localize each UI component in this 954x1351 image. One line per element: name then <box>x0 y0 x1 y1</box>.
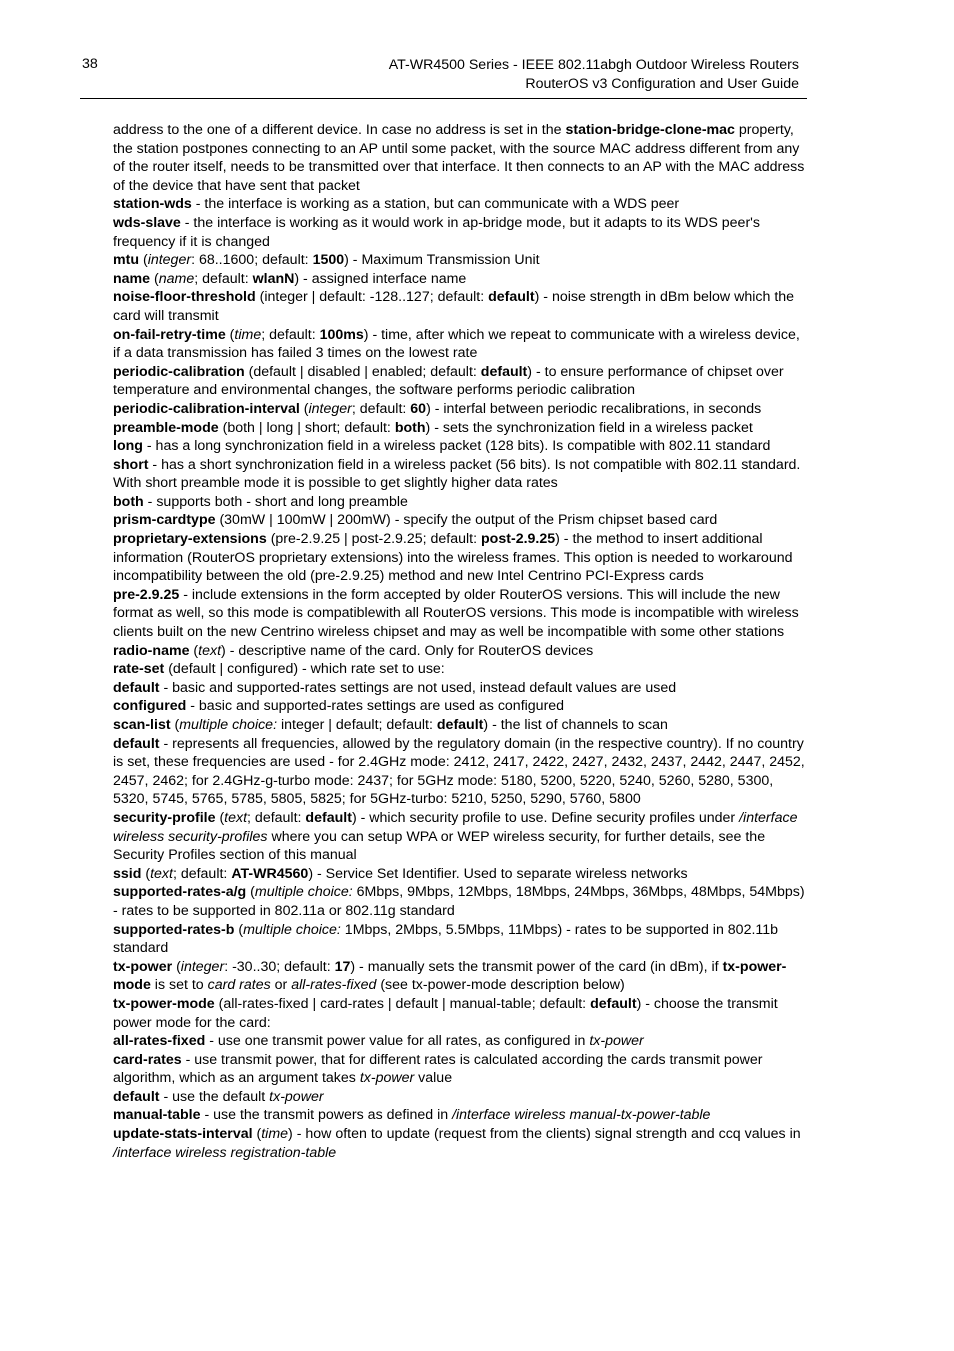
text-run: ; default: <box>172 865 232 882</box>
italic-term: multiple choice: <box>243 921 341 938</box>
italic-term: tx-power <box>269 1088 324 1105</box>
text-run: ( <box>215 809 225 826</box>
parameter-paragraph <box>113 121 807 195</box>
italic-term: tx-power <box>589 1033 644 1050</box>
document-title <box>389 56 799 94</box>
bold-term: mtu <box>113 252 140 269</box>
parameter-paragraph <box>113 400 807 419</box>
text-run: or <box>270 977 292 994</box>
text-run: ) - assigned interface name <box>294 270 467 287</box>
bold-term: tx-power <box>113 958 173 975</box>
parameter-paragraph <box>113 716 807 735</box>
bold-term: both <box>113 493 144 510</box>
bold-term: post-2.9.25 <box>481 531 556 548</box>
italic-term: text <box>224 809 248 826</box>
text-run: is set to <box>150 977 208 994</box>
text-run: ) - manually sets the transmit power of the card (in dBm), if <box>350 958 723 975</box>
parameter-paragraph <box>113 921 807 958</box>
text-run: - basic and supported-rates settings are used as configured <box>186 698 565 715</box>
parameter-paragraph <box>113 1051 807 1088</box>
bold-term: name <box>113 270 151 287</box>
text-run: (integer | default: -128..127; default: <box>255 289 489 306</box>
text-run: (pre-2.9.25 | post-2.9.25; default: <box>266 531 482 548</box>
bold-term: default <box>113 1088 160 1105</box>
parameter-paragraph <box>113 660 807 679</box>
bold-term: preamble-mode <box>113 419 219 436</box>
text-run: ( <box>252 1126 262 1143</box>
parameter-paragraph <box>113 419 807 438</box>
text-run: - supports both - short and long preamble <box>143 493 408 510</box>
italic-term: /interface wireless security-profiles <box>113 809 798 845</box>
parameter-paragraph <box>113 1088 807 1107</box>
text-run: ( <box>189 642 199 659</box>
italic-term: /interface wireless registration-table <box>113 1144 337 1161</box>
bold-term: 100ms <box>319 326 364 343</box>
text-run: - use transmit power, that for different rates is calculated according the cards transmit power algorithm, which as an argument takes <box>113 1051 763 1087</box>
bold-term: default <box>305 809 352 826</box>
parameter-paragraph <box>113 697 807 716</box>
bold-term: station-wds <box>113 196 192 213</box>
parameter-paragraph <box>113 437 807 456</box>
text-run: ( <box>172 958 181 975</box>
parameter-paragraph <box>113 1125 807 1162</box>
text-run: ; default: <box>194 270 253 287</box>
document-title-line-2: RouterOS v3 Configuration and User Guide <box>525 76 799 92</box>
bold-term: proprietary-extensions <box>113 531 267 548</box>
bold-term: default <box>113 735 160 752</box>
bold-term: security-profile <box>113 809 216 826</box>
text-run: ) - choose the transmit power mode for the card: <box>113 995 778 1031</box>
parameter-paragraph <box>113 865 807 884</box>
parameter-paragraph <box>113 270 807 289</box>
text-run: property, the station postpones connecting to an AP until some packet, with the source MAC address different from any of the router itself, needs to be transmitted over that interface. It then connects to an AP with the MAC address of the device that have sent that packet <box>113 122 805 194</box>
bold-term: default <box>113 679 160 696</box>
text-run: ) - sets the synchronization field in a wireless packet <box>425 419 753 436</box>
page-number: 38 <box>82 56 98 72</box>
parameter-paragraph <box>113 530 807 586</box>
text-run: (all-rates-fixed | card-rates | default | manual-table; default: <box>214 995 591 1012</box>
page-header <box>80 54 807 99</box>
parameter-paragraph <box>113 1032 807 1051</box>
parameter-paragraph <box>113 214 807 251</box>
parameter-paragraph <box>113 958 807 995</box>
parameter-paragraph <box>113 809 807 865</box>
bold-term: AT-WR4560 <box>231 865 309 882</box>
italic-term: multiple choice: <box>254 884 353 901</box>
parameter-paragraph <box>113 883 807 920</box>
bold-term: radio-name <box>113 642 190 659</box>
text-run: : 68..1600; default: <box>191 252 313 269</box>
text-run: ; default: <box>351 400 411 417</box>
text-run: - has a long synchronization field in a wireless packet (128 bits). Is compatible with 802.11 standard <box>142 438 771 455</box>
bold-term: short <box>113 456 149 473</box>
italic-term: multiple choice: <box>179 717 278 733</box>
parameter-paragraph <box>113 493 807 512</box>
italic-term: card rates <box>207 977 271 994</box>
bold-term: wds-slave <box>113 214 181 231</box>
text-run: integer | default; default: <box>277 717 437 733</box>
italic-term: integer <box>308 400 352 417</box>
bold-term: prism-cardtype <box>113 512 216 529</box>
text-run: - use the transmit powers as defined in <box>200 1107 453 1124</box>
bold-term: all-rates-fixed <box>113 1033 206 1050</box>
text-run: ( <box>234 921 244 938</box>
bold-term: long <box>113 438 143 455</box>
text-run: ; default: <box>247 809 306 826</box>
text-run: 1Mbps, 2Mbps, 5.5Mbps, 11Mbps) - rates to be supported in 802.11b standard <box>113 921 779 957</box>
bold-term: noise-floor-threshold <box>113 289 256 306</box>
bold-term: both <box>394 419 426 436</box>
bold-term: 1500 <box>312 252 345 269</box>
text-run: ) - interfal between periodic recalibrations, in seconds <box>426 400 762 417</box>
text-run: ) - time, after which we repeat to communicate with a wireless device, if a data transmission has failed 3 times on the lowest rate <box>113 326 800 362</box>
text-run: - use the default <box>159 1088 270 1105</box>
parameter-paragraph <box>113 679 807 698</box>
text-run: ) - the method to insert additional information (RouterOS proprietary extensions) into the wireless frames. This option is needed to workaround incompatibility between the old (pre-2.9.25) method and new Intel Centrino PCI-Express cards <box>113 531 793 585</box>
bold-term: default <box>480 363 528 380</box>
bold-term: station-bridge-clone-mac <box>565 122 735 138</box>
text-run: (30mW | 100mW | 200mW) - specify the output of the Prism chipset based card <box>215 512 718 529</box>
bold-term: on-fail-retry-time <box>113 326 226 343</box>
text-run: ; default: <box>261 326 320 343</box>
text-run: value <box>414 1070 453 1087</box>
bold-term: 17 <box>334 958 351 975</box>
italic-term: tx-power <box>359 1070 415 1087</box>
parameter-paragraph <box>113 995 807 1032</box>
text-run: ( <box>170 717 180 733</box>
italic-term: integer <box>147 252 192 269</box>
text-run: ( <box>225 326 235 343</box>
text-run: (see tx-power-mode description below) <box>376 977 625 994</box>
text-run: - the interface is working as it would work in ap-bridge mode, but it adapts to its WDS peer's frequency if it is changed <box>113 214 760 250</box>
text-run: 6Mbps, 9Mbps, 12Mbps, 18Mbps, 24Mbps, 36Mbps, 48Mbps, 54Mbps) - rates to be supported in 802.11a or 802.11g standard <box>113 884 805 919</box>
parameter-paragraph <box>113 288 807 325</box>
bold-term: 60 <box>410 400 427 417</box>
parameter-paragraph <box>113 363 807 400</box>
italic-term: all-rates-fixed <box>291 977 377 994</box>
text-run: ( <box>139 252 148 269</box>
bold-term: pre-2.9.25 <box>113 586 180 603</box>
text-run: - basic and supported-rates settings are not used, instead default values are used <box>159 679 677 696</box>
bold-term: scan-list <box>113 717 171 733</box>
italic-term: integer <box>180 958 225 975</box>
italic-term: text <box>150 865 173 882</box>
text-run: ) - which security profile to use. Define security profiles under <box>351 809 740 826</box>
bold-term: default <box>436 717 484 733</box>
document-title-line-1: AT-WR4500 Series - IEEE 802.11abgh Outdoor Wireless Routers <box>388 57 799 73</box>
text-run: ( <box>299 400 309 417</box>
bold-term: wlanN <box>252 270 295 287</box>
text-run: ) - to ensure performance of chipset over temperature and environmental changes, the software performs periodic calibration <box>113 363 784 399</box>
italic-term: time <box>261 1126 289 1143</box>
italic-term: text <box>198 642 222 659</box>
text-run: ) - descriptive name of the card. Only for RouterOS devices <box>221 642 594 659</box>
parameter-paragraph <box>113 586 807 642</box>
italic-term: time <box>234 326 262 343</box>
bold-term: rate-set <box>113 661 165 678</box>
text-run: - has a short synchronization field in a wireless packet (56 bits). Is not compatible with 802.11 standard. With short preamble mode it is possible to get slightly higher data rates <box>113 456 801 492</box>
text-run: - represents all frequencies, allowed by the regulatory domain (in the respective country). If no country is set, these frequencies are used - for 2.4GHz mode: 2412, 2417, 2422, 2427, 2432, 2437, 2442, 2447, 2452, 2457, 2462; for 2.4GHz-g-turbo mode: 2437; for 5GHz mode: 5180, 5200, 5220, 5240, 5260, 5280, 5300, 5320, 5745, 5765, 5785, 5805, 5825; for 5GHz-turbo: 5210, 5250, 5290, 5760, 5800 <box>113 735 805 808</box>
bold-term: tx-power-mode <box>113 958 787 994</box>
text-run: (both | long | short; default: <box>218 419 395 436</box>
italic-term: /interface wireless manual-tx-power-table <box>452 1107 711 1124</box>
parameter-paragraph <box>113 642 807 661</box>
text-run: (default | disabled | enabled; default: <box>244 363 481 380</box>
text-run: - use one transmit power value for all rates, as configured in <box>205 1033 590 1050</box>
bold-term: card-rates <box>113 1051 182 1068</box>
parameter-paragraph <box>113 326 807 363</box>
bold-term: manual-table <box>113 1107 201 1124</box>
bold-term: update-stats-interval <box>113 1126 253 1143</box>
bold-term: supported-rates-a/g <box>113 884 247 901</box>
bold-term: supported-rates-b <box>113 921 235 938</box>
bold-term: default <box>488 289 535 306</box>
bold-term: ssid <box>113 865 142 882</box>
text-run: ) - Maximum Transmission Unit <box>344 252 540 269</box>
bold-term: configured <box>113 698 187 715</box>
parameter-paragraph <box>113 456 807 493</box>
text-run: ( <box>141 865 151 882</box>
parameter-paragraph <box>113 1106 807 1125</box>
text-run: - the interface is working as a station, but can communicate with a WDS peer <box>191 196 680 213</box>
text-run: ( <box>150 270 159 287</box>
text-run: (default | configured) - which rate set to use: <box>164 661 445 678</box>
text-run: address to the one of a different device. In case no address is set in the <box>113 122 566 138</box>
text-run: where you can setup WPA or WEP wireless security, for further details, see the Security Profiles section of this manual <box>113 828 766 864</box>
text-run: ) - the list of channels to scan <box>483 717 668 733</box>
text-run: ) - how often to update (request from the clients) signal strength and ccq values in <box>288 1126 801 1143</box>
parameter-paragraph <box>113 251 807 270</box>
text-run: - include extensions in the form accepted by older RouterOS versions. This will include the new format as well, so this mode is compatiblewith all RouterOS versions. This mode is incompatible with wireless clients built on the new Centrino wireless chipset and may as well be incompatible with some other stations <box>113 586 799 641</box>
text-run: ) - Service Set Identifier. Used to separate wireless networks <box>308 865 688 882</box>
parameter-paragraph <box>113 195 807 214</box>
text-run: : -30..30; default: <box>224 958 335 975</box>
bold-term: tx-power-mode <box>113 995 215 1012</box>
bold-term: periodic-calibration-interval <box>113 400 300 417</box>
document-body <box>113 121 807 1162</box>
parameter-paragraph <box>113 511 807 530</box>
parameter-paragraph <box>113 735 807 809</box>
bold-term: default <box>590 995 637 1012</box>
text-run: ( <box>246 884 255 901</box>
italic-term: name <box>158 270 195 287</box>
text-run: ) - noise strength in dBm below which the card will transmit <box>113 289 795 324</box>
bold-term: periodic-calibration <box>113 363 245 380</box>
